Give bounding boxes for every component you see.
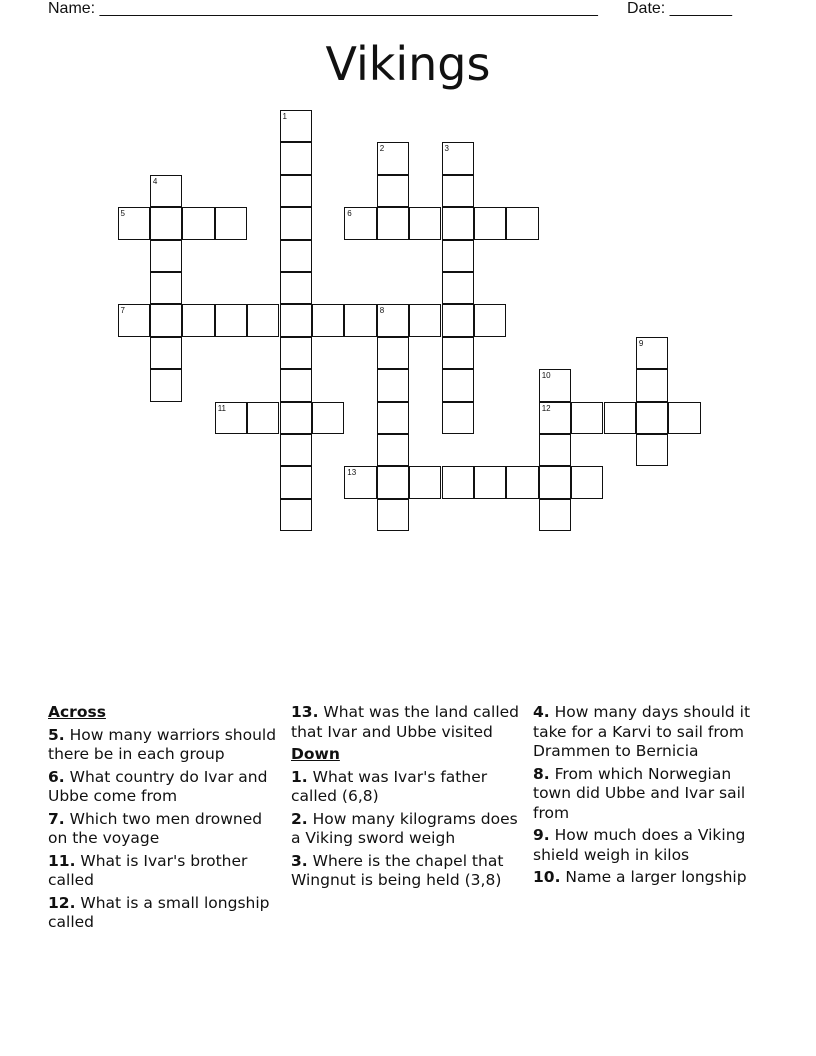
clue-down-1 <box>291 768 527 807</box>
grid-cell[interactable] <box>474 466 506 498</box>
grid-cell[interactable] <box>604 402 636 434</box>
grid-cell[interactable] <box>377 466 409 498</box>
clue-text: Which two men drowned on the voyage <box>48 809 263 847</box>
clue-number: 8. <box>533 764 550 783</box>
clue-column-2 <box>291 703 527 894</box>
clue-text: What was Ivar's father called (6,8) <box>291 767 488 805</box>
clue-across-7 <box>48 810 280 849</box>
grid-cell[interactable] <box>280 337 312 369</box>
grid-cell[interactable] <box>280 110 312 142</box>
grid-cell[interactable] <box>280 142 312 174</box>
grid-cell[interactable] <box>150 304 182 336</box>
cell-number: 3 <box>444 144 449 154</box>
clue-down-2 <box>291 810 527 849</box>
grid-cell[interactable] <box>182 207 214 239</box>
grid-cell[interactable] <box>377 369 409 401</box>
clue-across-11 <box>48 852 280 891</box>
clue-text: How many warriors should there be in each group <box>48 725 277 763</box>
cell-number: 7 <box>120 306 125 316</box>
grid-cell[interactable] <box>118 207 150 239</box>
grid-cell[interactable] <box>247 304 279 336</box>
clue-number: 3. <box>291 851 308 870</box>
grid-cell[interactable] <box>377 207 409 239</box>
grid-cell[interactable] <box>118 304 150 336</box>
grid-cell[interactable] <box>280 402 312 434</box>
grid-cell[interactable] <box>280 240 312 272</box>
cell-number: 4 <box>152 176 158 186</box>
grid-cell[interactable] <box>539 434 571 466</box>
clue-number: 4. <box>533 703 550 721</box>
clue-text: What country do Ivar and Ubbe come from <box>48 767 268 805</box>
grid-cell[interactable] <box>668 402 700 434</box>
clue-text: Name a larger longship <box>565 868 747 886</box>
grid-cell[interactable] <box>539 402 571 434</box>
grid-cell[interactable] <box>215 207 247 239</box>
grid-cell[interactable] <box>474 207 506 239</box>
cell-number: 10 <box>541 371 551 381</box>
grid-cell[interactable] <box>539 466 571 498</box>
grid-cell[interactable] <box>636 402 668 434</box>
grid-cell[interactable] <box>215 304 247 336</box>
grid-cell[interactable] <box>409 466 441 498</box>
grid-cell[interactable] <box>442 337 474 369</box>
grid-cell[interactable] <box>247 402 279 434</box>
cell-number: 1 <box>282 112 287 121</box>
grid-cell[interactable] <box>280 499 312 531</box>
clue-down-8 <box>533 765 769 824</box>
grid-cell[interactable] <box>344 304 376 336</box>
clue-across-13 <box>291 703 527 742</box>
clue-across-12 <box>48 894 280 933</box>
page-title: Vikings <box>325 37 491 91</box>
grid-cell[interactable] <box>344 207 376 239</box>
grid-cell[interactable] <box>636 337 668 369</box>
grid-cell[interactable] <box>377 434 409 466</box>
grid-cell[interactable] <box>182 304 214 336</box>
clue-text: How many kilograms does a Viking sword weigh <box>291 809 518 847</box>
clue-text: From which Norwegian town did Ubbe and Ivar sail from <box>533 764 746 822</box>
grid-cell[interactable] <box>150 369 182 401</box>
grid-cell[interactable] <box>377 304 409 336</box>
clue-text: Where is the chapel that Wingnut is being held (3,8) <box>291 851 504 889</box>
clue-number: 13. <box>291 703 319 721</box>
grid-cell[interactable] <box>312 304 344 336</box>
grid-cell[interactable] <box>474 304 506 336</box>
across-heading: Across <box>48 703 106 721</box>
cell-number: 5 <box>120 209 125 219</box>
clue-number: 12. <box>48 893 76 912</box>
grid-cell[interactable] <box>215 402 247 434</box>
grid-cell[interactable] <box>377 142 409 174</box>
date-field-label: Date: _______ <box>627 0 732 17</box>
grid-cell[interactable] <box>442 175 474 207</box>
grid-cell[interactable] <box>442 466 474 498</box>
grid-cell[interactable] <box>442 402 474 434</box>
cell-number: 9 <box>638 338 644 348</box>
clue-across-5 <box>48 726 280 765</box>
clue-column-1 <box>48 703 280 936</box>
grid-cell[interactable] <box>150 337 182 369</box>
grid-cell[interactable] <box>280 434 312 466</box>
clue-text: What is Ivar's brother called <box>48 851 248 889</box>
cell-number: 2 <box>379 144 385 154</box>
clue-text: How many days should it take for a Karvi to sail from Drammen to Bernicia <box>533 703 751 760</box>
grid-cell[interactable] <box>442 142 474 174</box>
grid-cell[interactable] <box>377 402 409 434</box>
grid-cell[interactable] <box>280 272 312 304</box>
clue-across-6 <box>48 768 280 807</box>
grid-cell[interactable] <box>150 207 182 239</box>
cell-number: 13 <box>347 468 357 478</box>
grid-cell[interactable] <box>409 207 441 239</box>
grid-cell[interactable] <box>506 207 538 239</box>
grid-cell[interactable] <box>344 466 376 498</box>
grid-cell[interactable] <box>280 369 312 401</box>
down-heading: Down <box>291 745 340 763</box>
grid-cell[interactable] <box>377 499 409 531</box>
name-field-label: Name: ________________________________________________________ <box>48 0 598 17</box>
grid-cell[interactable] <box>280 466 312 498</box>
clue-number: 1. <box>291 767 308 786</box>
grid-cell[interactable] <box>409 304 441 336</box>
grid-cell[interactable] <box>377 337 409 369</box>
grid-cell[interactable] <box>636 434 668 466</box>
clue-text: What was the land called that Ivar and Ubbe visited <box>291 703 520 741</box>
grid-cell[interactable] <box>442 369 474 401</box>
grid-cell[interactable] <box>442 207 474 239</box>
clue-number: 2. <box>291 809 308 828</box>
cell-number: 12 <box>541 403 551 413</box>
grid-cell[interactable] <box>150 240 182 272</box>
clue-number: 11. <box>48 851 76 870</box>
clue-text: How much does a Viking shield weigh in kilos <box>533 826 746 864</box>
grid-cell[interactable] <box>442 304 474 336</box>
clue-text: What is a small longship called <box>48 893 270 931</box>
grid-cell[interactable] <box>150 175 182 207</box>
clue-number: 10. <box>533 868 561 886</box>
cell-number: 11 <box>217 403 226 413</box>
cell-number: 8 <box>379 306 385 316</box>
grid-cell[interactable] <box>377 175 409 207</box>
clue-down-10 <box>533 868 769 888</box>
grid-cell[interactable] <box>442 272 474 304</box>
grid-cell[interactable] <box>312 402 344 434</box>
clue-number: 5. <box>48 725 65 744</box>
clue-number: 7. <box>48 809 65 828</box>
grid-cell[interactable] <box>442 240 474 272</box>
grid-cell[interactable] <box>280 175 312 207</box>
clue-column-3 <box>533 703 769 891</box>
grid-cell[interactable] <box>636 369 668 401</box>
cell-number: 6 <box>347 209 352 219</box>
grid-cell[interactable] <box>280 207 312 239</box>
grid-cell[interactable] <box>571 402 603 434</box>
clue-down-9 <box>533 826 769 865</box>
grid-cell[interactable] <box>539 499 571 531</box>
grid-cell[interactable] <box>280 304 312 336</box>
grid-cell[interactable] <box>506 466 538 498</box>
grid-cell[interactable] <box>539 369 571 401</box>
grid-cell[interactable] <box>571 466 603 498</box>
clue-down-3 <box>291 852 527 891</box>
clue-number: 6. <box>48 767 65 786</box>
grid-cell[interactable] <box>150 272 182 304</box>
clue-number: 9. <box>533 826 550 844</box>
clue-down-4 <box>533 703 769 762</box>
